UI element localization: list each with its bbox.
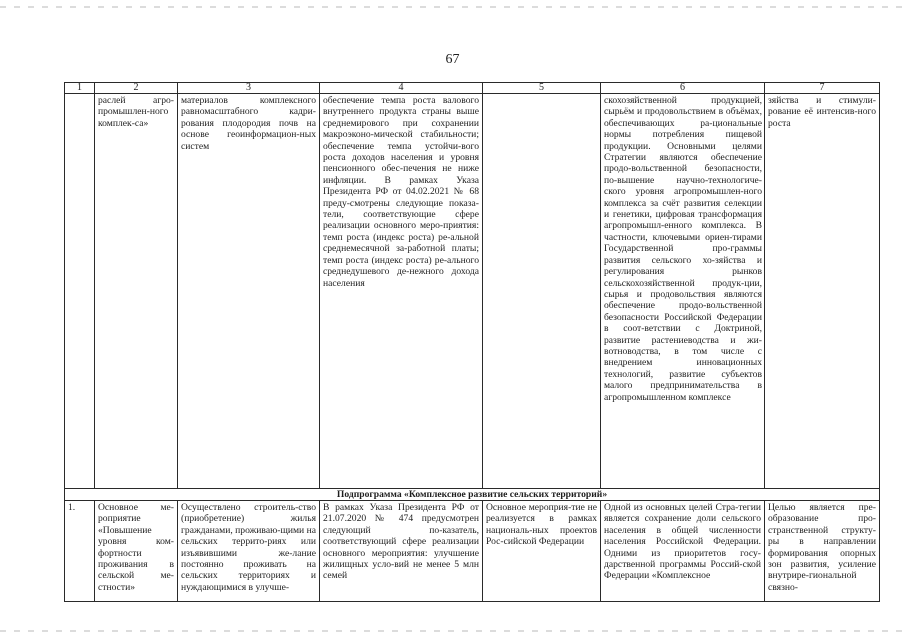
scan-edge-top: [0, 6, 905, 8]
row2-regional-goals-text: Целью является пре-образование про-странственной структу-ры в направлении формирования опорных зон развития, усиление внутрире-гиональной связно-: [768, 502, 876, 593]
row1-national-project-cell: [483, 94, 601, 489]
row2-result-text: Осуществлено строитель-ство (приобретение) жилья гражданами, проживаю-щими на сельских террито-риях или изъявившими же-лание постоянно проживать на сельских территориях и нуждающимися в улучше-: [181, 502, 316, 593]
row1-decree-indicators-cell: обеспечение темпа роста валового внутреннего продукта страны выше среднемирового при сохранении макроэконо-мической стабильности; обеспечение темпа устойчи-вого роста доходов населения и уровня пенсионного обес-печения не ниже инфляции. В рамках Указа Президента РФ от 04.02.2021 № 68 преду-смотрены следующие показа-тели, соответствующие сфере реализации основного меро-приятия: темп роста (индекс роста) ре-альной среднемесячной за-работной платы; темп роста (индекс роста) ре-ального среднедушевого де-нежного дохода населения: [320, 94, 483, 489]
column-number-row: [65, 83, 880, 94]
row2-national-project-cell: [483, 501, 601, 602]
row2-strategy-goals-text: Одной из основных целей Стра-тегии является сохранение доли сельского населения в общей численности населения Российской Федерации. Одними из приоритетов госу-дарственной программы Россий-ской Федерации «Комплексное: [604, 502, 761, 582]
row2-event-name-text: Основное ме-роприятие «Повышение уровня ком-фортности проживания в сельской ме-стности»: [98, 502, 174, 593]
row2-event-name-cell: [95, 501, 178, 602]
row1-event-name-cell: раслей агро-промышлен-ного комплек-са»: [95, 94, 178, 489]
subprogram-title: Подпрограмма «Комплексное развитие сельских территорий»: [65, 489, 880, 501]
table-row: [65, 501, 880, 602]
column-number-5: 5: [483, 83, 601, 94]
column-number-4: 4: [320, 83, 483, 94]
subprogram-row: [65, 489, 880, 501]
row1-strategy-goals-cell: [601, 94, 765, 489]
page-number: 67: [445, 52, 460, 67]
row2-result-cell: [178, 501, 320, 602]
column-number-7: 7: [765, 83, 880, 94]
row2-strategy-goals-cell: [601, 501, 765, 602]
row2-decree-indicators-text: В рамках Указа Президента РФ от 21.07.2020 № 474 предусмотрен следующий по-казатель, соответствующий сфере реализации основного мероприятия: улучшение жилищных усло-вий не менее 5 млн семей: [323, 502, 479, 582]
column-number-3: 3: [178, 83, 320, 94]
column-number-6: 6: [601, 83, 765, 94]
row1-result-cell: материалов комплексного равномасштабного кадри-рования плодородия почв на основе геоинформацион-ных систем: [178, 94, 320, 489]
row1-number-cell: [65, 94, 95, 489]
table-row: [65, 94, 880, 489]
row2-national-project-text: Основное мероприя-тие не реализуется в рамках националь-ных проектов Рос-сийской Федерации: [486, 502, 597, 548]
row2-regional-goals-cell: [765, 501, 880, 602]
row2-number-cell: 1.: [65, 501, 95, 602]
column-number-2: 2: [95, 83, 178, 94]
column-number-1: 1: [65, 83, 95, 94]
row1-regional-goals-cell: зяйства и стимули-рование её интенсив-ного роста: [765, 94, 880, 489]
document-table: [64, 82, 880, 602]
scan-edge-bottom: [0, 630, 905, 632]
row2-decree-indicators-cell: [320, 501, 483, 602]
row1-strategy-goals-text: скохозяйственной продукцией, сырьём и продовольствием в объёмах, обеспечивающих ра-циональные нормы потребления пищевой продукции. Основными целями Стратегии являются обеспечение продо-вольственной безопасности, по-вышение научно-технологиче-ского уровня агропромышлен-ного комплекса за счёт развития селекции и генетики, цифровая трансформация агропромышл-енного комплекса. В частности, ключевыми ориен-тирами Государственной про-граммы развития сельского хо-зяйства и регулирования рынков сельскохозяйственной продук-ции, сырья и продовольствия являются обеспечение продо-вольственной безопасности Российской Федерации в соот-ветствии с Доктриной, развитие растениеводства и жи-вотноводства, в том числе с внедрением инновационных технологий, развитие субъектов малого предпринимательства в агропромышленном комплексе: [604, 95, 762, 403]
